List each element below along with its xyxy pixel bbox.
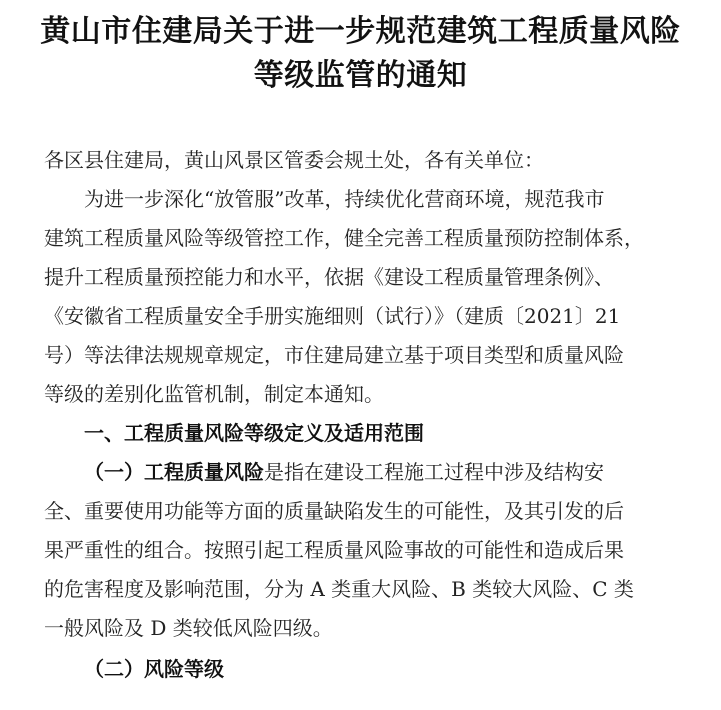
item-1-label: （一）工程质量风险: [84, 460, 264, 484]
item-1-line-2: 全、重要使用功能等方面的质量缺陷发生的可能性，及其引发的后: [44, 499, 624, 523]
intro-line-5: 号）等法律法规规章规定，市住建局建立基于项目类型和质量风险: [44, 343, 624, 367]
intro-line-3: 提升工程质量预控能力和水平，依据《建设工程质量管理条例》、: [44, 265, 614, 289]
title-line-1: 黄山市住建局关于进一步规范建筑工程质量风险: [40, 14, 681, 49]
item-1-text-start: 是指在建设工程施工过程中涉及结构安: [264, 460, 604, 484]
item-1-line-5: 一般风险及 D 类较低风险四级。: [44, 616, 333, 640]
salutation: 各区县住建局，黄山风景区管委会规土处，各有关单位：: [44, 148, 544, 172]
intro-line-6: 等级的差别化监管机制，制定本通知。: [44, 382, 384, 406]
item-1-line-4: 的危害程度及影响范围，分为 A 类重大风险、B 类较大风险、C 类: [44, 577, 634, 601]
item-2-label: （二）风险等级: [84, 657, 224, 681]
section-1-heading: 一、工程质量风险等级定义及适用范围: [84, 421, 424, 445]
title-line-2: 等级监管的通知: [253, 58, 468, 93]
document-title: [0, 10, 721, 98]
intro-line-2: 建筑工程质量风险等级管控工作，健全完善工程质量预防控制体系，: [44, 226, 644, 250]
intro-line-4: 《安徽省工程质量安全手册实施细则（试行）》（建质〔2021〕21: [44, 304, 621, 328]
item-1-first-line: [84, 453, 604, 492]
item-1-line-3: 果严重性的组合。按照引起工程质量风险事故的可能性和造成后果: [44, 538, 624, 562]
intro-line-1: 为进一步深化“放管服”改革，持续优化营商环境，规范我市: [84, 187, 605, 211]
